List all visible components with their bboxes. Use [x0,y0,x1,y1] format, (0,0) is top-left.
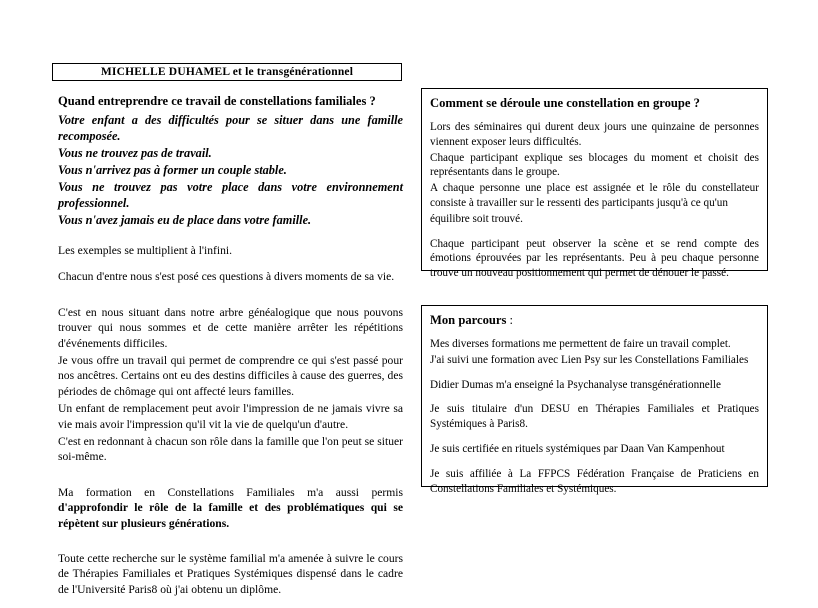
spacer [58,230,403,243]
box-comment-se-deroule [421,88,768,280]
box-parcours-paragraph: Je suis certifiée en rituels systémiques par Daan Van Kampenhout [430,443,725,456]
body-paragraph: Chacun d'entre nous s'est posé ces questions à divers moments de sa vie. [58,270,395,284]
body-paragraph: Les exemples se multiplient à l'infini. [58,243,233,257]
bold-paragraph-lead: Ma formation en Constellations Familiales m'a aussi permis [58,485,403,499]
bold-paragraph-emphasis: d'approfondir le rôle de la famille et des problématiques qui se répètent sur plusieurs générations. [58,501,403,530]
box-parcours-heading [430,313,759,328]
italic-line: Vous ne trouvez pas votre place dans votre environnement professionnel. [58,179,403,210]
italic-line: Vous n'arrivez pas à former un couple stable. [58,162,287,177]
box-parcours-paragraph: Mes diverses formations me permettent de faire un travail complet. [430,338,731,351]
spacer [58,296,403,305]
page-title: MICHELLE DUHAMEL et le transgénérationnel [100,66,354,78]
box-mon-parcours [421,305,768,495]
italic-statement-list [58,113,403,229]
italic-line: Vous ne trouvez pas de travail. [58,145,212,160]
box-group-paragraph: Chaque participant peut observer la scène et se rend compte des émotions éprouvées par les représentants. Peu à peu chaque personne trouve un nouveau positionnement qui permet de dénouer le passé. [430,237,759,280]
box-parcours-heading-text: Mon parcours [430,313,507,327]
box-parcours-paragraph: Didier Dumas m'a enseigné la Psychanalyse transgénérationnelle [430,378,721,391]
box-group-paragraph: équilibre soit trouvé. [430,212,523,225]
body-paragraph: C'est en nous situant dans notre arbre généalogique que nous pouvons trouver qui nous sommes et de cette manière arrêter les répétitions d'événements difficiles. [58,305,403,350]
box-parcours-paragraph: Je suis titulaire d'un DESU en Thérapies Familiales et Pratiques Systémiques à Paris8. [430,403,759,431]
italic-line: Vous n'avez jamais eu de place dans votre famille. [58,212,312,227]
box-group-paragraph: A chaque personne une place est assignée et le rôle du constellateur consiste à travailler sur le ressenti des participants jusqu'à ce qu'un [430,182,759,210]
box-parcours-paragraph: Je suis affiliée à La FFPCS Fédération Française de Praticiens en Constellations Familiales et Systémiques. [430,467,759,495]
box-parcours-paragraph: J'ai suivi une formation avec Lien Psy sur les Constellations Familiales [430,353,749,366]
box-group-heading: Comment se déroule une constellation en groupe ? [430,96,700,110]
italic-line: Votre enfant a des difficultés pour se situer dans une famille recomposée. [58,113,403,143]
body-paragraph: Un enfant de remplacement peut avoir l'impression de ne jamais vivre sa vie mais avoir l'impression qu'il vit la vie de quelqu'un d'autre. [58,402,403,431]
box-group-paragraph: Chaque participant explique ses blocages du moment et choisit des représentants dans le groupe. [430,151,759,179]
spacer [58,476,403,485]
document-title-box [52,63,402,81]
left-heading: Quand entreprendre ce travail de constellations familiales ? [58,94,376,108]
spacer [58,542,403,551]
body-paragraph: C'est en redonnant à chacun son rôle dans la famille que l'on peut se situer soi-même. [58,434,403,464]
body-paragraph: Je vous offre un travail qui permet de comprendre ce qui s'est passé pour nos ancêtres. Certains ont eu des destins difficiles à cause des guerres, des périodes de chômage qui ont affecté leurs familles. [58,353,403,398]
left-column [58,93,403,608]
box-parcours-heading-suffix: : [506,313,514,327]
box-group-paragraph: Lors des séminaires qui durent deux jours une quinzaine de personnes viennent exposer leurs difficultés. [430,121,759,148]
closing-paragraph: Toute cette recherche sur le système familial m'a amenée à suivre le cours de Thérapies Familiales et Pratiques Systémiques dispensé dans le cadre de l'Université Paris8 où j'ai obtenu un diplôme. [58,551,403,596]
bold-paragraph [58,485,403,531]
